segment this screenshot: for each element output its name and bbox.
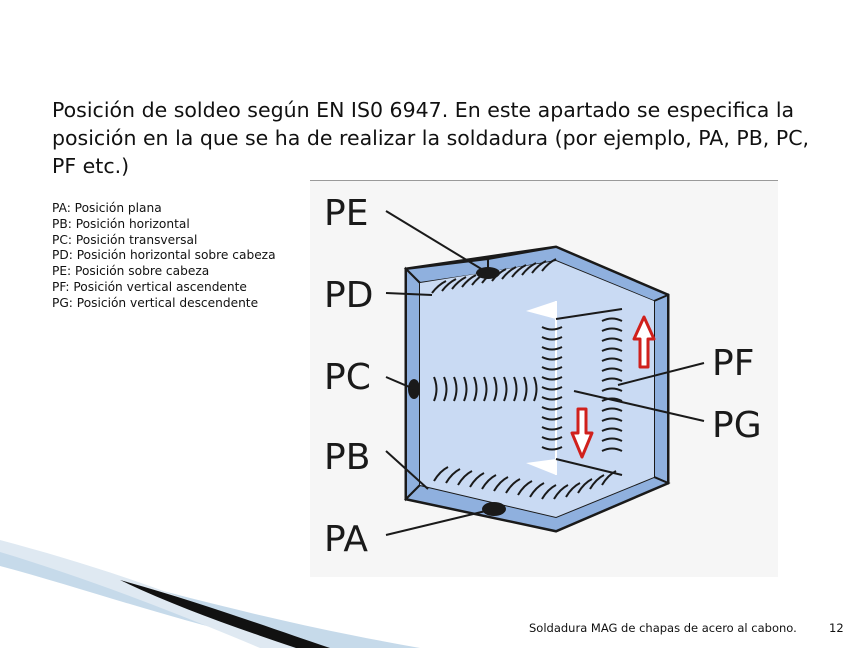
- welding-positions-figure: [310, 180, 778, 577]
- label-pb: PB: [324, 437, 371, 478]
- label-pf: PF: [712, 343, 755, 384]
- legend-item-pb: PB: Posición horizontal: [52, 216, 190, 231]
- legend-item-pc: PC: Posición transversal: [52, 232, 198, 247]
- label-pe: PE: [324, 193, 369, 234]
- footer-title: Soldadura MAG de chapas de acero al cabono.: [529, 621, 797, 635]
- label-pg: PG: [712, 405, 762, 446]
- legend-item-pe: PE: Posición sobre cabeza: [52, 264, 210, 279]
- legend-item-pd: PD: Posición horizontal sobre cabeza: [52, 248, 276, 263]
- legend-item-pg: PG: Posición vertical descendente: [52, 295, 259, 310]
- label-pd: PD: [324, 275, 374, 316]
- slide-heading: Posición de soldeo según EN IS0 6947. En este apartado se especifica la posición en la que se ha de realizar la soldadura (por ejemplo, PA, PB, PC, PF etc.): [52, 98, 810, 178]
- label-pa: PA: [324, 519, 369, 560]
- position-legend: [52, 201, 276, 312]
- label-pc: PC: [324, 357, 371, 398]
- legend-item-pa: PA: Posición plana: [52, 201, 162, 215]
- legend-item-pf: PF: Posición vertical ascendente: [52, 279, 247, 294]
- page-number: 12: [829, 621, 844, 635]
- welding-positions-diagram: [310, 181, 778, 577]
